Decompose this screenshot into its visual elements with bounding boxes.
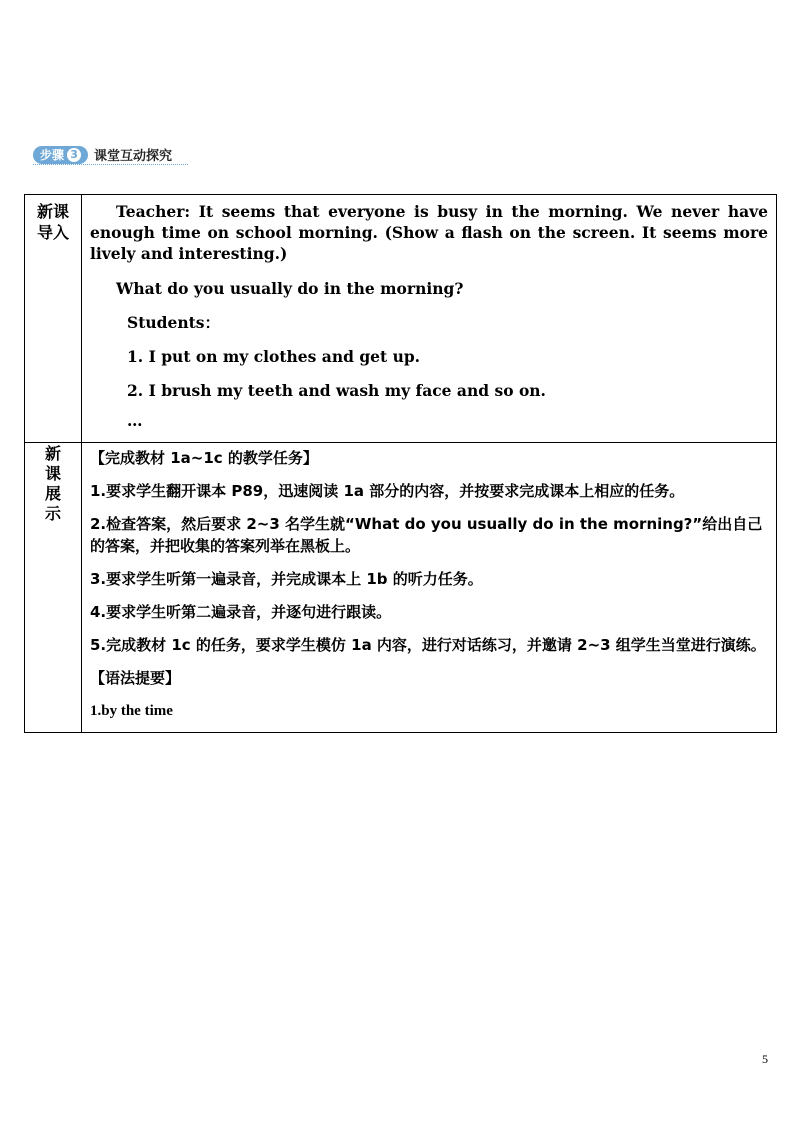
- step-item-5: 5.完成教材 1c 的任务，要求学生模仿 1a 内容，进行对话练习，并邀请 2~3 组学生当堂进行演练。: [90, 636, 766, 654]
- step-title: 课堂互动探究: [94, 149, 173, 164]
- answer-2: 2. I brush my teeth and wash my face and so on.: [127, 381, 546, 400]
- ellipsis: …: [127, 411, 143, 430]
- teacher-paragraph: Teacher: It seems that everyone is busy in the morning. We never have enough time on school morning. (Show a flash on the screen. It seems more lively and interesting.): [90, 202, 768, 263]
- step-item-4: 4.要求学生听第二遍录音，并逐句进行跟读。: [90, 603, 392, 621]
- presentation-label-char-2: 课: [44, 464, 61, 483]
- grammar-heading: 【语法提要】: [90, 669, 181, 687]
- intro-label-line-1: 新课: [36, 202, 69, 221]
- page-number: 5: [762, 1052, 768, 1066]
- intro-content: [82, 195, 777, 443]
- step-item-3: 3.要求学生听第一遍录音，并完成课本上 1b 的听力任务。: [90, 570, 483, 588]
- step-number-icon: 3: [67, 148, 81, 162]
- lesson-table: [24, 194, 777, 733]
- presentation-label-char-3: 展: [44, 484, 61, 503]
- presentation-label: [25, 443, 82, 733]
- intro-label-line-2: 导入: [36, 223, 69, 242]
- grammar-item-1: 1.by the time: [90, 703, 173, 719]
- intro-label: [25, 195, 82, 443]
- presentation-content: [82, 443, 777, 733]
- question-line: What do you usually do in the morning?: [116, 279, 464, 298]
- step-header: [33, 145, 172, 164]
- presentation-row: [25, 443, 777, 733]
- task-heading: 【完成教材 1a~1c 的教学任务】: [90, 449, 318, 467]
- students-label: Students：: [127, 313, 220, 332]
- step-pill-label: 步骤: [40, 148, 65, 162]
- presentation-label-char-4: 示: [44, 504, 61, 523]
- step-item-1: 1.要求学生翻开课本 P89，迅速阅读 1a 部分的内容，并按要求完成课本上相应的任务。: [90, 482, 685, 500]
- answer-1: 1. I put on my clothes and get up.: [127, 347, 421, 366]
- presentation-label-char-1: 新: [44, 444, 61, 463]
- step-item-2: 2.检查答案，然后要求 2~3 名学生就“What do you usually do in the morning?”给出自己的答案，并把收集的答案列举在黑板上。: [90, 515, 763, 555]
- step-underline: [33, 164, 188, 165]
- intro-row: [25, 195, 777, 443]
- step-pill: [33, 146, 88, 164]
